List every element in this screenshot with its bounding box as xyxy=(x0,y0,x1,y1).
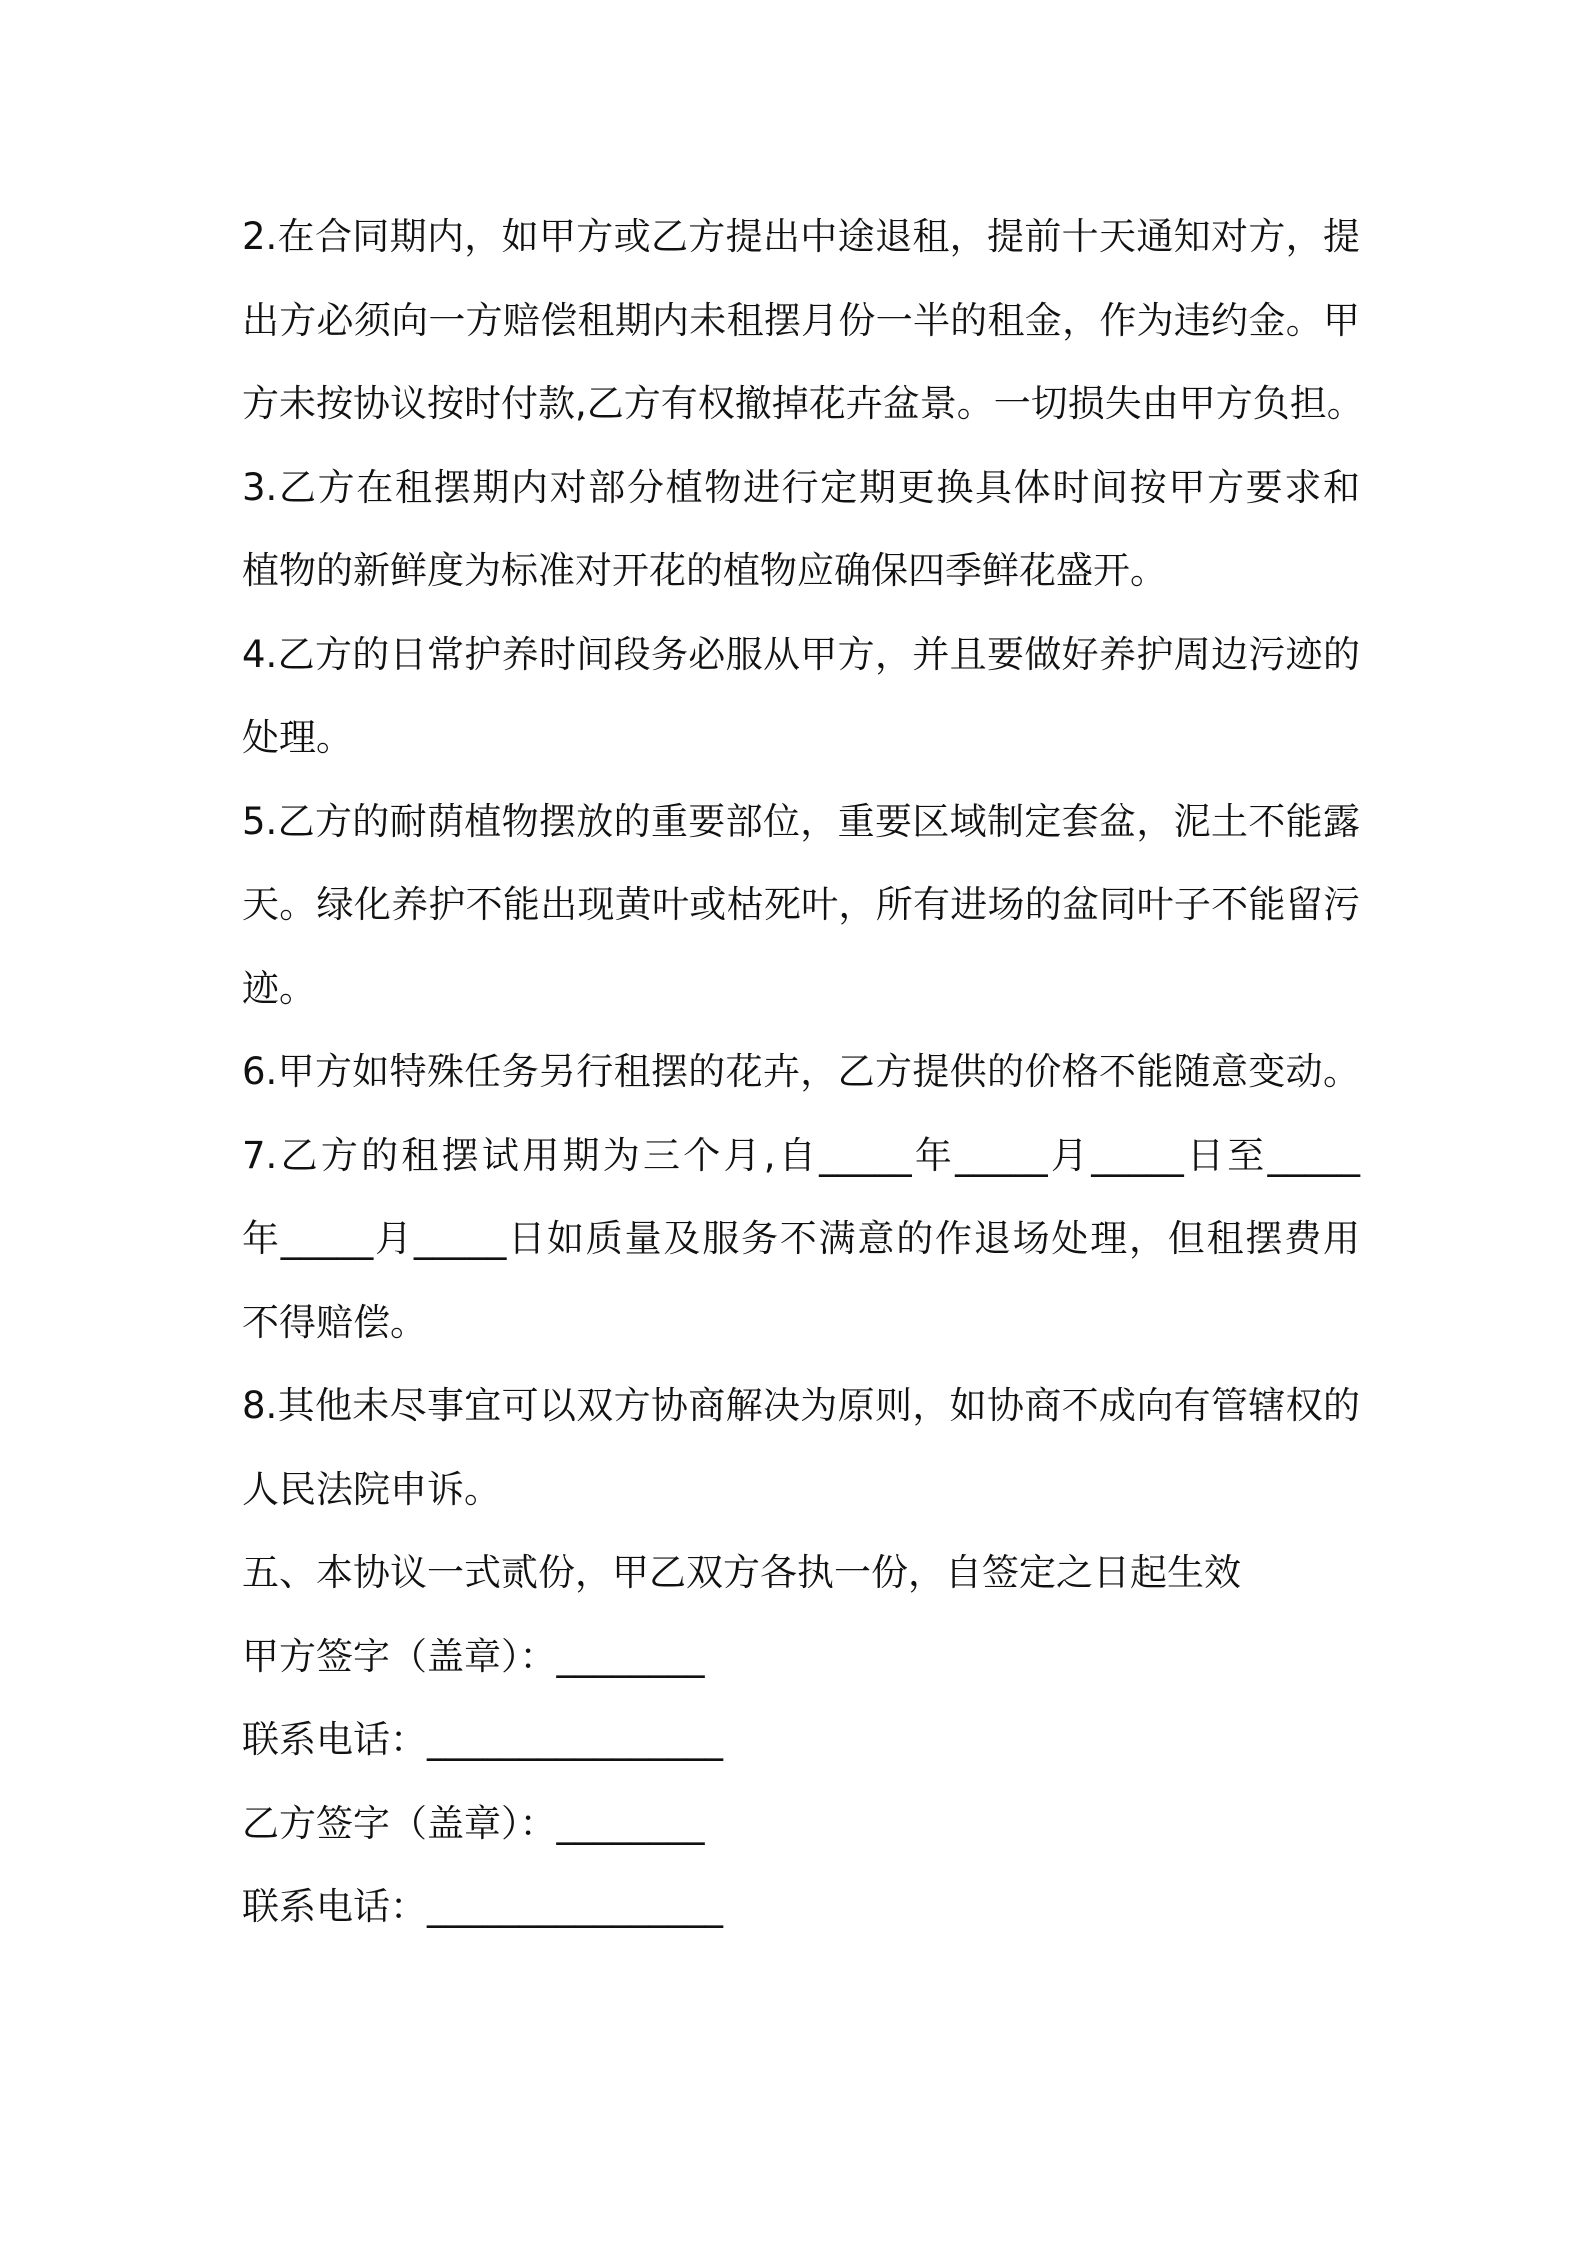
section-five-line: 五、本协议一式贰份，甲乙双方各执一份，自签定之日起生效 xyxy=(242,1551,1241,1594)
clause-5-line-1: 5.乙方的耐荫植物摆放的重要部位，重要区域制定套盆，泥土不能露 xyxy=(242,799,1360,843)
clause-3-line-1: 3.乙方在租摆期内对部分植物进行定期更换具体时间按甲方要求和 xyxy=(242,465,1360,509)
clause-2-line-1: 2.在合同期内，如甲方或乙方提出中途退租，提前十天通知对方，提 xyxy=(242,215,1360,258)
clause-6-line-1: 6.甲方如特殊任务另行租摆的花卉，乙方提供的价格不能随意变动。 xyxy=(242,1050,1360,1093)
clause-2-line-2: 出方必须向一方赔偿租期内未租摆月份一半的租金，作为违约金。甲 xyxy=(242,298,1360,342)
clause-2-line-3: 方未按协议按时付款,乙方有权撤掉花卉盆景。一切损失由甲方负担。 xyxy=(242,382,1364,425)
clause-8-line-1: 8.其他未尽事宜可以双方协商解决为原则，如协商不成向有管辖权的 xyxy=(242,1384,1360,1427)
clause-7-line-3: 不得赔偿。 xyxy=(242,1300,427,1344)
clause-4-line-1: 4.乙方的日常护养时间段务必服从甲方，并且要做好养护周边污迹的 xyxy=(242,632,1360,676)
clause-5-line-3: 迹。 xyxy=(242,966,316,1010)
clause-5-line-2: 天。绿化养护不能出现黄叶或枯死叶，所有进场的盆同叶子不能留污 xyxy=(242,883,1360,926)
party-b-signature-line: 乙方签字（盖章）：________ xyxy=(242,1801,705,1845)
party-a-signature-line: 甲方签字（盖章）：________ xyxy=(242,1634,705,1678)
party-b-phone-line: 联系电话：________________ xyxy=(242,1885,723,1928)
clause-4-line-2: 处理。 xyxy=(242,716,353,759)
clause-7-line-2: 年_____月_____日如质量及服务不满意的作退场处理，但租摆费用 xyxy=(242,1217,1360,1260)
clause-8-line-2: 人民法院申诉。 xyxy=(242,1467,501,1511)
clause-7-line-1: 7.乙方的租摆试用期为三个月,自_____年_____月_____日至_____ xyxy=(242,1133,1360,1177)
clause-3-line-2: 植物的新鲜度为标准对开花的植物应确保四季鲜花盛开。 xyxy=(242,549,1167,592)
contract-body xyxy=(242,195,1364,1949)
party-a-phone-line: 联系电话：________________ xyxy=(242,1718,723,1761)
